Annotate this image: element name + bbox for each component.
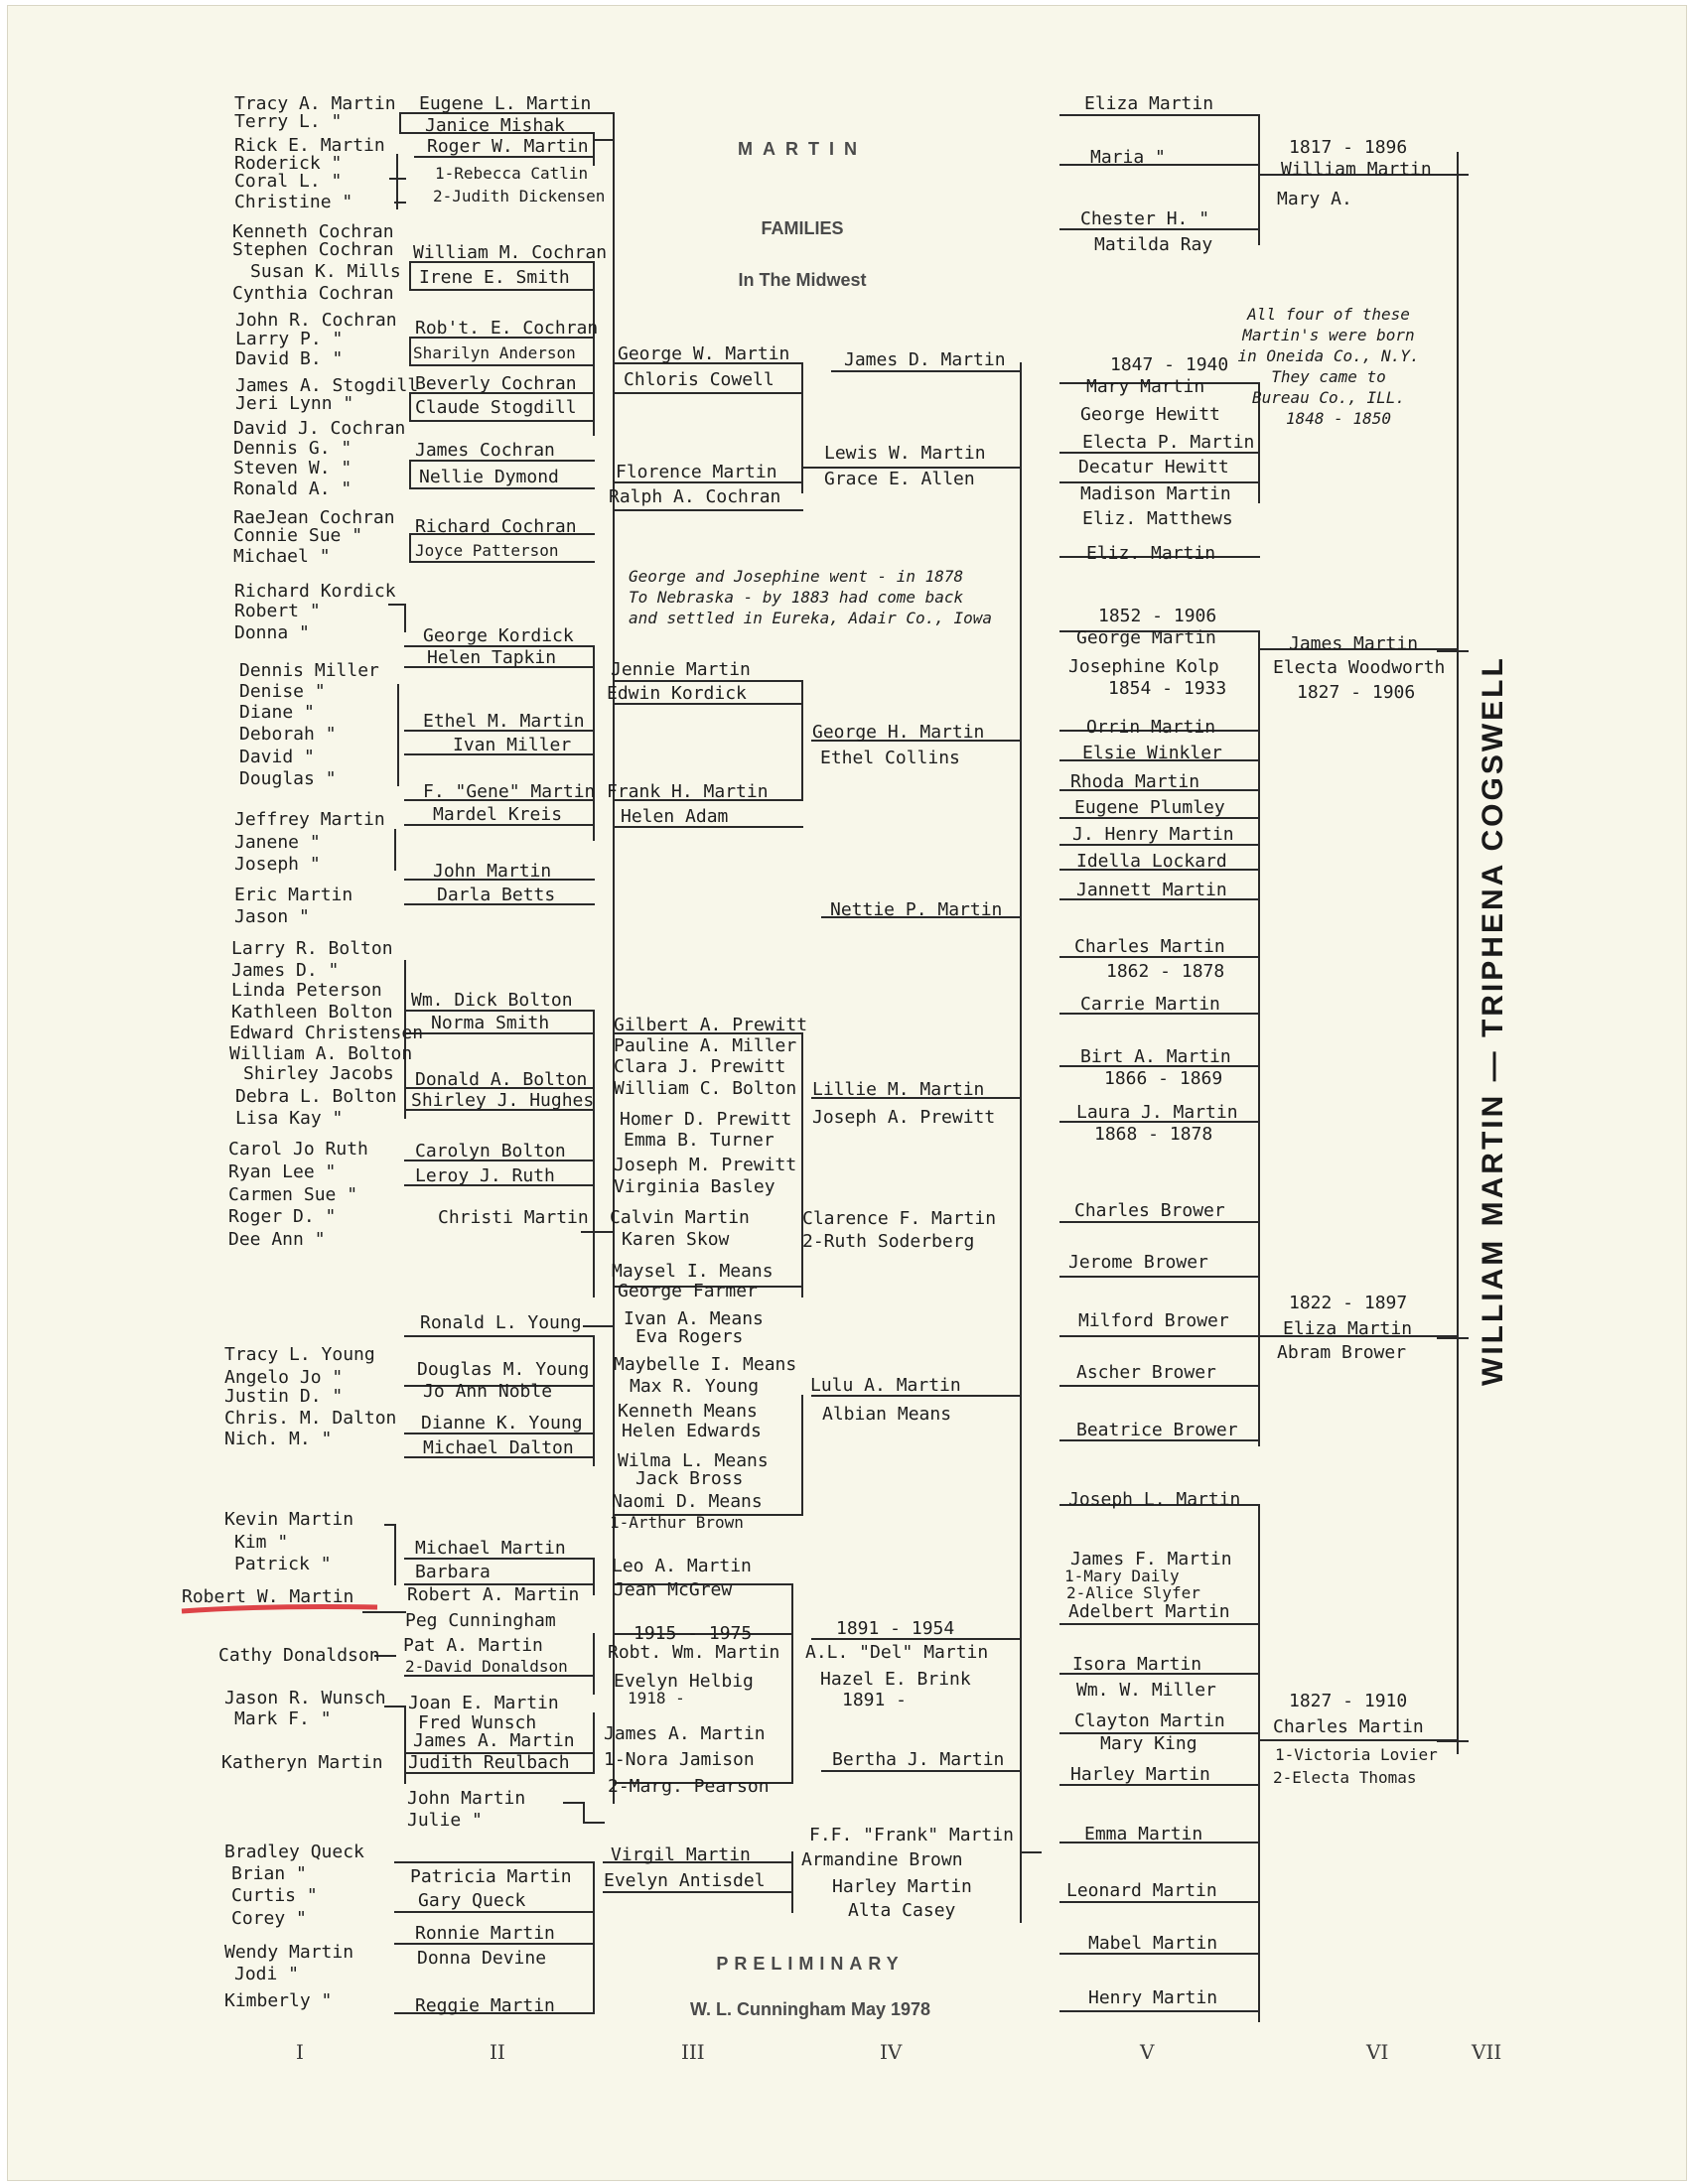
person-name: Michael Martin	[415, 1538, 566, 1559]
chart-subsubtitle: In The Midwest	[738, 270, 867, 290]
person-name: Eliz. Martin	[1086, 543, 1216, 564]
person-name: Angelo Jo "	[224, 1367, 344, 1388]
person-name: Idella Lockard	[1076, 851, 1227, 872]
person-name: Kim "	[234, 1532, 289, 1553]
person-name: Chester H. "	[1080, 208, 1210, 229]
person-name: 1866 - 1869	[1104, 1068, 1223, 1089]
person-name: Jo Ann Noble	[423, 1381, 553, 1402]
person-name: Pat A. Martin	[403, 1635, 543, 1656]
person-name: Lewis W. Martin	[824, 443, 986, 464]
person-name: Armandine Brown	[801, 1849, 963, 1870]
person-name: David "	[239, 747, 315, 767]
person-name: Electa Woodworth	[1273, 657, 1446, 678]
person-name: Clara J. Prewitt	[614, 1056, 786, 1077]
person-name: Helen Adam	[621, 806, 729, 827]
person-name: Homer D. Prewitt	[620, 1109, 792, 1130]
person-name: Mary Martin	[1086, 376, 1205, 397]
progenitor-label: WILLIAM MARTIN — TRIPHENA COGSWELL	[1477, 655, 1509, 1386]
generation-label: III	[681, 2040, 705, 2064]
person-name: Sharilyn Anderson	[413, 343, 576, 362]
person-name: 1-Mary Daily	[1064, 1567, 1180, 1585]
person-name: 1827 - 1910	[1289, 1691, 1408, 1711]
person-name: Jason "	[234, 906, 310, 927]
person-name: Corey "	[231, 1908, 307, 1929]
person-name: Donald A. Bolton	[415, 1069, 588, 1090]
person-name: Lulu A. Martin	[810, 1375, 961, 1396]
person-name: Karen Skow	[622, 1229, 730, 1250]
person-name: John R. Cochran	[235, 310, 397, 331]
person-name: Lillie M. Martin	[812, 1079, 985, 1100]
person-name: Ascher Brower	[1076, 1362, 1216, 1383]
person-name: Abram Brower	[1277, 1342, 1407, 1363]
person-name: Donna Devine	[417, 1948, 547, 1969]
person-name: Albian Means	[822, 1404, 952, 1425]
person-name: Grace E. Allen	[824, 469, 975, 489]
person-name: Rhoda Martin	[1070, 771, 1200, 792]
person-name: Madison Martin	[1080, 483, 1231, 504]
person-name: Chris. M. Dalton	[224, 1408, 397, 1429]
person-name: Mary A.	[1277, 189, 1352, 209]
person-name: George Farmer	[618, 1281, 758, 1301]
person-name: Jean McGrew	[614, 1579, 733, 1600]
person-name: Ronald A. "	[233, 478, 352, 499]
person-name: 1827 - 1906	[1297, 682, 1416, 703]
person-name: Christi Martin	[438, 1207, 589, 1228]
person-name: Janene "	[234, 832, 321, 853]
person-name: Shirley J. Hughes	[411, 1090, 595, 1111]
born-note-line: They came to	[1271, 367, 1386, 386]
person-name: Ronald L. Young	[420, 1312, 582, 1333]
generation-label: II	[490, 2040, 505, 2064]
person-name: 2-Electa Thomas	[1273, 1768, 1417, 1787]
person-name: Patricia Martin	[410, 1866, 572, 1887]
person-name: Dennis G. "	[233, 438, 352, 459]
person-name: Robt. Wm. Martin	[608, 1642, 780, 1663]
person-name: Mardel Kreis	[433, 804, 563, 825]
person-name: Dennis Miller	[239, 660, 379, 681]
person-name: William Martin	[1281, 159, 1432, 180]
person-name: Alta Casey	[848, 1900, 956, 1921]
person-name: Milford Brower	[1078, 1310, 1229, 1331]
person-name: Robert "	[234, 601, 321, 621]
person-name: Claude Stogdill	[415, 397, 577, 418]
person-name: Eva Rogers	[635, 1326, 744, 1347]
person-name: Mark F. "	[234, 1708, 332, 1729]
person-name: Lisa Kay "	[235, 1108, 344, 1129]
person-name: John Martin	[433, 861, 552, 882]
preliminary-label: PRELIMINARY	[716, 1954, 905, 1974]
person-name: Helen Tapkin	[427, 647, 557, 668]
person-name: Chloris Cowell	[624, 369, 775, 390]
person-name: James F. Martin	[1070, 1549, 1232, 1570]
person-name: James D. Martin	[844, 349, 1006, 370]
person-name: Douglas "	[239, 768, 337, 789]
person-name: Rob't. E. Cochran	[415, 318, 599, 339]
generation-label: VII	[1472, 2040, 1502, 2064]
person-name: Nellie Dymond	[419, 467, 559, 487]
person-name: Peg Cunningham	[405, 1610, 556, 1631]
person-name: William M. Cochran	[413, 242, 608, 263]
person-name: Mabel Martin	[1088, 1933, 1218, 1954]
nebraska-note-line: To Nebraska - by 1883 had come back	[629, 588, 964, 607]
person-name: 1847 - 1940	[1110, 354, 1229, 375]
person-name: Gilbert A. Prewitt	[614, 1015, 808, 1035]
person-name: Ronnie Martin	[415, 1923, 555, 1944]
person-name: Douglas M. Young	[417, 1359, 590, 1380]
person-name: Hazel E. Brink	[820, 1669, 971, 1690]
person-name: Ethel M. Martin	[423, 711, 585, 732]
person-name: A.L. "Del" Martin	[805, 1642, 989, 1663]
person-name: Deborah "	[239, 724, 337, 745]
person-name: Gary Queck	[418, 1890, 526, 1911]
person-name: Emma B. Turner	[624, 1130, 775, 1151]
person-name: Joan E. Martin	[408, 1693, 559, 1713]
generation-label: I	[296, 2040, 304, 2064]
person-name: 1891 -	[842, 1690, 908, 1710]
person-name: Henry Martin	[1088, 1987, 1218, 2008]
person-name: 1817 - 1896	[1289, 137, 1408, 158]
person-name: Steven W. "	[233, 458, 352, 478]
person-name: Carmen Sue "	[228, 1184, 358, 1205]
person-name: Richard Cochran	[415, 516, 577, 537]
person-name: 2-Ruth Soderberg	[802, 1231, 975, 1252]
person-name: Adelbert Martin	[1068, 1601, 1230, 1622]
person-name: Charles Martin	[1273, 1716, 1424, 1737]
person-name: 1822 - 1897	[1289, 1293, 1408, 1313]
person-name: Beatrice Brower	[1076, 1420, 1238, 1440]
born-note-line: in Oneida Co., N.Y.	[1237, 346, 1420, 365]
person-name: Brian "	[231, 1863, 307, 1884]
person-name: Electa P. Martin	[1082, 432, 1255, 453]
person-name: Kevin Martin	[224, 1509, 354, 1530]
person-name: Judith Reulbach	[408, 1752, 570, 1773]
person-name: Charles Martin	[1074, 936, 1225, 957]
person-name: Edward Christensen	[229, 1023, 424, 1043]
person-name: Jack Bross	[635, 1468, 744, 1489]
person-name: George Martin	[1076, 627, 1216, 648]
person-name: Helen Edwards	[622, 1421, 762, 1441]
person-name: Larry P. "	[235, 329, 344, 349]
nebraska-note-line: and settled in Eureka, Adair Co., Iowa	[629, 609, 993, 627]
person-name: Eugene Plumley	[1074, 797, 1225, 818]
person-name: George W. Martin	[618, 343, 790, 364]
person-name: James Martin	[1289, 633, 1419, 654]
person-name: Maybelle I. Means	[614, 1354, 797, 1375]
person-name: George Kordick	[423, 625, 574, 646]
born-note	[1237, 305, 1419, 428]
born-note-line: Martin's were born	[1242, 326, 1415, 344]
person-name: Larry R. Bolton	[231, 938, 393, 959]
person-name: Wilma L. Means	[618, 1450, 769, 1471]
person-name: Debra L. Bolton	[235, 1086, 397, 1107]
person-name: Clarence F. Martin	[802, 1208, 997, 1229]
person-name: Justin D. "	[224, 1386, 344, 1407]
person-name: Connie Sue "	[233, 525, 363, 546]
person-name: J. Henry Martin	[1072, 824, 1234, 845]
person-name: Nettie P. Martin	[830, 899, 1003, 920]
person-name: Calvin Martin	[610, 1207, 750, 1228]
person-name: James D. "	[231, 960, 340, 981]
person-name: 1862 - 1878	[1106, 961, 1225, 982]
person-name: Birt A. Martin	[1080, 1046, 1231, 1067]
person-name: 1-Nora Jamison	[604, 1749, 755, 1770]
person-name: Virginia Basley	[614, 1176, 775, 1197]
person-name: Virgil Martin	[611, 1844, 751, 1865]
person-name: 1868 - 1878	[1094, 1124, 1213, 1145]
person-name: Roderick "	[234, 153, 343, 174]
person-name: Josephine Kolp	[1068, 656, 1219, 677]
person-name: Orrin Martin	[1086, 717, 1216, 738]
chart-subtitle: FAMILIES	[761, 218, 844, 238]
person-name: RaeJean Cochran	[233, 507, 395, 528]
person-name: George Hewitt	[1080, 404, 1220, 425]
person-name: Michael "	[233, 546, 331, 567]
person-name: Janice Mishak	[425, 115, 565, 136]
born-note-line: All four of these	[1247, 305, 1410, 324]
person-name: Darla Betts	[437, 885, 556, 905]
person-name: Carolyn Bolton	[415, 1141, 566, 1161]
person-name: Isora Martin	[1072, 1654, 1202, 1675]
person-name: Matilda Ray	[1094, 234, 1213, 255]
person-name: Curtis "	[231, 1885, 318, 1906]
person-name: Leroy J. Ruth	[415, 1165, 555, 1186]
person-name: Irene E. Smith	[419, 267, 570, 288]
person-name: Beverly Cochran	[415, 373, 577, 394]
person-name: James A. Martin	[413, 1730, 575, 1751]
person-name: Carrie Martin	[1080, 994, 1220, 1015]
person-name: Elsie Winkler	[1082, 743, 1222, 763]
person-name: Wm. Dick Bolton	[411, 990, 573, 1011]
person-name: James A. Martin	[604, 1723, 766, 1744]
person-name: Joseph A. Prewitt	[812, 1107, 996, 1128]
person-name: Jennie Martin	[611, 659, 751, 680]
person-name: Kimberly "	[224, 1990, 333, 2011]
person-name: Decatur Hewitt	[1078, 457, 1229, 478]
person-name: Jason R. Wunsch	[224, 1688, 386, 1708]
person-name: Cynthia Cochran	[232, 283, 394, 304]
person-name: Edwin Kordick	[607, 683, 747, 704]
person-name: Bertha J. Martin	[832, 1749, 1005, 1770]
person-name: 2-David Donaldson	[405, 1657, 568, 1676]
person-name: Diane "	[239, 702, 315, 723]
person-name: 2-Alice Slyfer	[1066, 1583, 1200, 1602]
person-name: Eugene L. Martin	[419, 93, 592, 114]
person-name: Katheryn Martin	[221, 1752, 383, 1773]
person-name: Harley Martin	[832, 1876, 972, 1897]
family-tree-chart	[8, 6, 1686, 2180]
person-name: Wendy Martin	[224, 1942, 354, 1963]
person-name: Nich. M. "	[224, 1429, 333, 1449]
person-name: Roger W. Martin	[427, 136, 589, 157]
person-name: Charles Brower	[1074, 1200, 1225, 1221]
person-name: Julie "	[407, 1810, 483, 1831]
person-name: Denise "	[239, 681, 326, 702]
generation-label: IV	[880, 2040, 903, 2064]
nebraska-note	[629, 567, 992, 627]
born-note-line: 1848 - 1850	[1286, 409, 1391, 428]
person-name: Frank H. Martin	[607, 781, 769, 802]
person-name: Jerome Brower	[1068, 1252, 1208, 1273]
person-name: Christine "	[234, 192, 353, 212]
person-name: Stephen Cochran	[232, 239, 394, 260]
person-name: Richard Kordick	[234, 581, 396, 602]
person-name: Joyce Patterson	[415, 541, 559, 560]
person-name: Bradley Queck	[224, 1842, 364, 1862]
person-name: Dee Ann "	[228, 1229, 326, 1250]
nebraska-note-line: George and Josephine went - in 1878	[629, 567, 964, 586]
person-name: Ryan Lee "	[228, 1161, 337, 1182]
person-name: Jodi "	[234, 1964, 300, 1984]
person-name: Tracy A. Martin	[234, 93, 396, 114]
generation-label: V	[1140, 2040, 1155, 2064]
person-name: Leonard Martin	[1066, 1880, 1217, 1901]
person-name: Reggie Martin	[415, 1995, 555, 2016]
person-name: 1-Rebecca Catlin	[435, 164, 589, 183]
person-name: Eliza Martin	[1283, 1318, 1413, 1339]
person-name: William C. Bolton	[614, 1078, 797, 1099]
person-name: Florence Martin	[616, 462, 777, 482]
person-name: 1-Arthur Brown	[610, 1513, 744, 1532]
person-name: 1852 - 1906	[1098, 606, 1217, 626]
person-name: Kenneth Means	[618, 1401, 758, 1422]
person-name: Linda Peterson	[231, 980, 382, 1001]
person-name: Eric Martin	[234, 885, 353, 905]
person-name: Eliz. Matthews	[1082, 508, 1233, 529]
person-name: Eliza Martin	[1084, 93, 1214, 114]
person-name: Tracy L. Young	[224, 1344, 375, 1365]
person-name: Terry L. "	[234, 111, 343, 132]
person-name: Cathy Donaldson	[218, 1645, 380, 1666]
person-name: Michael Dalton	[423, 1437, 574, 1458]
person-name: David B. "	[235, 348, 344, 369]
person-name: 1915 - 1975	[634, 1623, 753, 1644]
person-name: Ralph A. Cochran	[609, 486, 781, 507]
person-name: Rick E. Martin	[234, 135, 385, 156]
author-credit: W. L. Cunningham May 1978	[689, 1999, 931, 2019]
person-name: William A. Bolton	[229, 1043, 413, 1064]
person-name: 1-Victoria Lovier	[1275, 1745, 1438, 1764]
person-name: David J. Cochran	[233, 418, 406, 439]
person-name: Joseph M. Prewitt	[614, 1155, 797, 1175]
person-name: Barbara	[415, 1562, 491, 1582]
person-name: John Martin	[407, 1788, 526, 1809]
person-name: Ivan A. Means	[624, 1308, 764, 1329]
person-name: Shirley Jacobs	[243, 1063, 394, 1084]
red-highlight-underline	[182, 1607, 377, 1612]
person-name: Joseph L. Martin	[1068, 1489, 1241, 1510]
person-name: Carol Jo Ruth	[228, 1139, 368, 1160]
person-name: Jeffrey Martin	[234, 809, 385, 830]
person-name: Maysel I. Means	[612, 1261, 774, 1282]
person-name: Laura J. Martin	[1076, 1102, 1238, 1123]
generation-label: VI	[1366, 2040, 1389, 2064]
person-name: Coral L. "	[234, 171, 343, 192]
born-note-line: Bureau Co., ILL.	[1251, 388, 1406, 407]
person-name: Kenneth Cochran	[232, 221, 394, 242]
person-name: Susan K. Mills	[250, 261, 401, 282]
generation-labels	[296, 2040, 1501, 2064]
person-name: 2-Marg. Pearson	[608, 1776, 770, 1797]
person-name: Mary King	[1100, 1733, 1197, 1754]
person-name: James Cochran	[415, 440, 555, 461]
person-name: 2-Judith Dickensen	[433, 187, 606, 205]
person-name: Robert A. Martin	[407, 1584, 580, 1605]
person-name: 1918 -	[628, 1689, 685, 1707]
family-tree-diagram	[8, 6, 1686, 2180]
person-name: Emma Martin	[1084, 1824, 1203, 1844]
person-name: Norma Smith	[431, 1013, 550, 1033]
person-name: George H. Martin	[812, 722, 985, 743]
person-name: Kathleen Bolton	[231, 1002, 393, 1023]
person-name: Evelyn Helbig	[614, 1671, 754, 1692]
person-name: Jannett Martin	[1076, 880, 1227, 900]
person-name: Ethel Collins	[820, 748, 960, 768]
chart-title: MARTIN	[738, 139, 867, 159]
person-name: Joseph "	[234, 854, 321, 875]
person-name: Leo A. Martin	[612, 1556, 752, 1576]
person-name: Robert W. Martin	[182, 1586, 354, 1607]
person-name: Ivan Miller	[453, 735, 572, 755]
person-name: Maria "	[1090, 147, 1166, 168]
person-name: Dianne K. Young	[421, 1413, 583, 1433]
person-name: Fred Wunsch	[418, 1712, 537, 1733]
person-name: F. "Gene" Martin	[423, 781, 596, 802]
person-name: F.F. "Frank" Martin	[809, 1825, 1014, 1845]
person-name: 1891 - 1954	[836, 1618, 955, 1639]
person-name: Harley Martin	[1070, 1764, 1210, 1785]
person-name: Naomi D. Means	[612, 1491, 763, 1512]
person-name: James A. Stogdill	[235, 375, 419, 396]
person-name: 1854 - 1933	[1108, 678, 1227, 699]
person-name: Jeri Lynn "	[235, 393, 354, 414]
person-name: Patrick "	[234, 1554, 332, 1574]
person-name: Evelyn Antisdel	[604, 1870, 766, 1891]
person-name: Wm. W. Miller	[1076, 1680, 1216, 1701]
name-labels	[182, 93, 1445, 2016]
person-name: Donna "	[234, 622, 310, 643]
person-name: Max R. Young	[630, 1376, 760, 1397]
person-name: Pauline A. Miller	[614, 1035, 797, 1056]
person-name: Clayton Martin	[1074, 1710, 1225, 1731]
person-name: Roger D. "	[228, 1206, 337, 1227]
